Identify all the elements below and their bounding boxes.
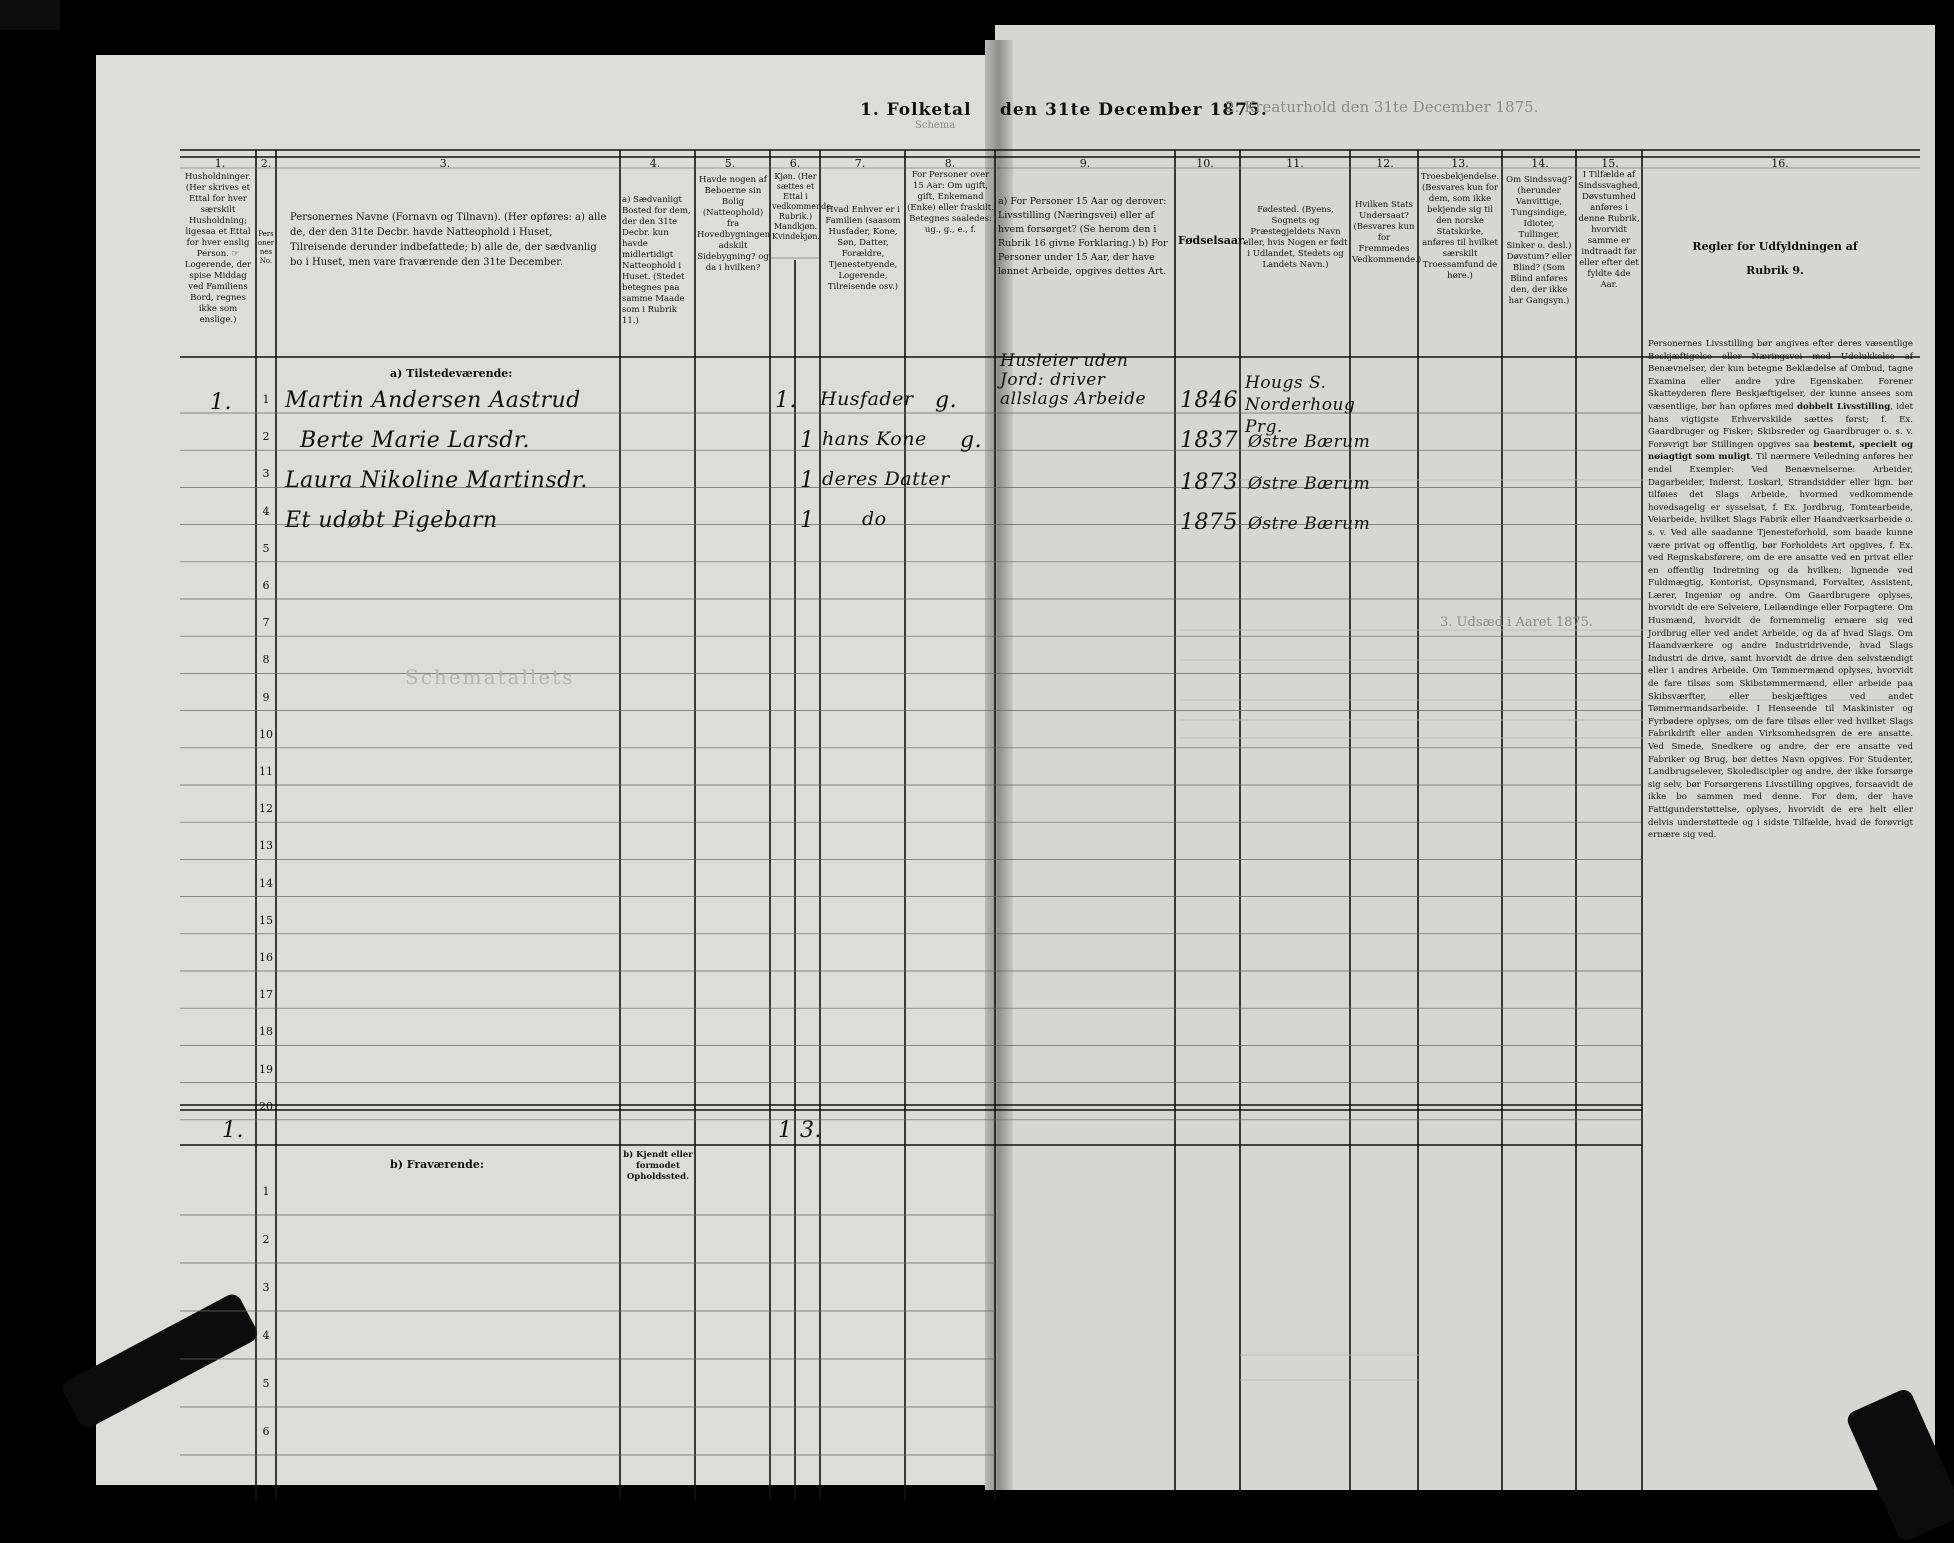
col-header-8: For Personer over 15 Aar: Om ugift, gift, Enkemand (Enke) eller fraskilt. Betegnes saaledes: ug., g., e., f. xyxy=(907,170,994,235)
col-num-2: 2. xyxy=(260,157,272,170)
section-b-label: b) Fraværende: xyxy=(390,1158,484,1171)
row-number-a: 16 xyxy=(259,951,273,964)
col-num-7: 7. xyxy=(854,157,866,170)
row-number-b: 4 xyxy=(262,1329,270,1342)
col4b-label: b) Kjendt eller formodet Opholdssted. xyxy=(623,1150,693,1182)
col-num-10: 10. xyxy=(1196,157,1214,170)
rules-intro: Personernes Livsstilling bør angives efter deres væsentlige Beskjæftigelse eller Næringsvei med Udelukkelse af Benævnelser, der kun betegne Beklædelse af Ombud, tagne Examina eller andre ydre Egenskaber. Forener Skatteyderen flere Beskjæftigelser, der kunne ansees som væsentlige, bør han opføres med xyxy=(1648,339,1913,412)
col-header-6: Kjøn. (Her sættes et Ettal i vedkommende Rubrik.) Mandkjøn. Kvindekjøn. xyxy=(772,172,831,241)
entry-4-relation: do xyxy=(862,508,887,530)
row-number-a: 8 xyxy=(262,653,270,667)
entry-1-marital: g. xyxy=(935,388,958,413)
row-number-b: 6 xyxy=(262,1425,270,1438)
row-number-a: 1 xyxy=(262,393,270,406)
col-header-4: a) Sædvanligt Bosted for dem, der den 31te Decbr. kun havde midlertidigt Natteophold i Huset. (Stedet betegnes paa samme Maade som i Rubrik 11.) xyxy=(622,195,691,326)
row-number-a: 9 xyxy=(262,690,270,704)
row-number-a: 4 xyxy=(262,504,270,518)
row-number-a: 19 xyxy=(259,1062,273,1076)
col-num-14: 14. xyxy=(1531,157,1549,170)
col-num-4: 4. xyxy=(649,157,661,170)
entry-1-born: 1846 xyxy=(1180,388,1238,413)
row-number-b: 2 xyxy=(262,1233,270,1246)
col-header-2: Personernes No. xyxy=(257,230,275,265)
entry-3-sex-f: 1 xyxy=(800,468,815,493)
col-header-9: a) For Personer 15 Aar og derover: Livsstilling (Næringsvei) eller af hvem forsørget? (Se herom den i Rubrik 16 givne Forklaring.) b) For Personer under 15 Aar, der have lønnet Arbeide, opgives dettes Art. xyxy=(998,196,1168,277)
entry-1-relation: Husfader xyxy=(820,388,914,410)
entry-4-sex-f: 1 xyxy=(800,508,815,533)
col-header-15: I Tilfælde af Sindssvaghed, Døvstumhed anføres i denne Rubrik, hvorvidt samme er indtraadt før eller efter det fyldte 4de Aar. xyxy=(1578,170,1641,290)
col-num-1: 1. xyxy=(214,157,226,170)
rules-bold-1: dobbelt Livsstilling xyxy=(1796,401,1891,412)
col-num-6: 6. xyxy=(789,157,801,170)
section-a-label: a) Tilstedeværende: xyxy=(390,367,513,380)
col-header-10: Fødselsaar. xyxy=(1178,234,1247,247)
row-number-a: 12 xyxy=(259,802,273,816)
household-mark-1: 1. xyxy=(210,390,232,415)
col-num-12: 12. xyxy=(1376,157,1394,170)
entry-2-sex-f: 1 xyxy=(800,428,815,453)
entry-1-sex-m: 1. xyxy=(775,388,797,413)
right-faint-heading: 2. Kreaturhold den 31te December 1875. xyxy=(1225,98,1539,116)
col-num-11: 11. xyxy=(1286,157,1304,170)
row-number-a: 6 xyxy=(262,579,270,592)
page-title-part1: 1. Folketal xyxy=(860,100,972,120)
entry-1-occupation: Husleier uden Jord: driver allslags Arbeide xyxy=(1000,351,1147,409)
col-header-16: Regler for Udfyldningen af Rubrik 9. xyxy=(1692,240,1858,277)
entry-3-relation: deres Datter xyxy=(822,468,950,490)
row-number-a: 11 xyxy=(259,765,273,778)
col-header-7: Hvad Enhver er i Familien (saasom Husfader, Kone, Søn, Datter, Forældre, Tjenestetyende, Logerende, Tilreisende osv.) xyxy=(825,205,901,292)
col-num-5: 5. xyxy=(724,157,736,170)
row-number-a: 15 xyxy=(259,913,273,927)
rules-part-2: , idet hans vigtigste Erhvervskilde sættes først; f. Ex. Gaardbruger og Fisker; Skibsreder og Gaardbruger o. s. v. Forøvrigt bør Stillingen opgives saa xyxy=(1648,401,1914,450)
entry-4-name: Et udøbt Pigebarn xyxy=(285,508,498,533)
entry-3-name: Laura Nikoline Martinsdr. xyxy=(285,468,588,493)
faint-bleed-text: Schematallets xyxy=(405,665,575,689)
row-number-b: 3 xyxy=(262,1281,270,1294)
row-number-a: 2 xyxy=(262,430,270,444)
rules-bold-2: bestemt, specielt og nøiagtigt som muligt xyxy=(1648,439,1913,463)
row-number-a: 20 xyxy=(259,1099,273,1113)
rules-column-16 xyxy=(1648,338,1913,842)
entry-2-born: 1837 xyxy=(1180,428,1238,453)
row-number-b: 5 xyxy=(262,1377,270,1390)
col-num-3: 3. xyxy=(439,157,451,170)
col-num-13: 13. xyxy=(1451,157,1469,170)
row-number-a: 10 xyxy=(259,727,273,741)
entry-1-name: Martin Andersen Aastrud xyxy=(285,388,581,413)
entry-2-relation: hans Kone xyxy=(822,428,927,450)
row-number-a: 18 xyxy=(259,1025,273,1039)
col-header-12: Hvilken Stats Undersaat? (Besvares kun for Fremmedes Vedkommende.) xyxy=(1352,200,1422,265)
entry-3-born: 1873 xyxy=(1180,470,1238,495)
entry-4-born: 1875 xyxy=(1180,510,1238,535)
schema-label: Schema xyxy=(915,120,956,131)
col-num-8: 8. xyxy=(944,157,956,170)
col-num-16: 16. xyxy=(1771,157,1789,170)
row-number-a: 14 xyxy=(259,876,273,890)
col-header-3: Personernes Navne (Fornavn og Tilnavn). (Her opføres: a) alle de, der den 31te Decbr. havde Natteophold i Huset, Tilreisende derunder indbefattede; b) alle de, der sædvanlig bo i Huset, men vare fraværende den 31te December. xyxy=(290,212,607,268)
row-number-a: 5 xyxy=(262,541,270,555)
entry-1-birthplace: Hougs S. Norderhoug Prg. xyxy=(1245,373,1356,437)
entry-2-birthplace: Østre Bærum xyxy=(1248,432,1371,452)
col-header-5: Havde nogen af Beboerne sin Bolig (Natteophold) fra Hovedbygningen adskilt Sidebygning? og da i hvilken? xyxy=(697,175,771,273)
row-number-b: 1 xyxy=(262,1185,270,1198)
col-header-11: Fødested. (Byens, Sognets og Præstegjeldets Navn eller, hvis Nogen er født i Udlandet, Stedets og Landets Navn.) xyxy=(1243,205,1348,270)
row-number-a: 17 xyxy=(259,988,273,1002)
col-header-14: Om Sindssvag? (herunder Vanvittige, Tungsindige, Idioter, Tullinger, Sinker o. desl.) Døvstum? eller Blind? (Som Blind anføres den, der ikke har Gangsyn.) xyxy=(1506,175,1572,306)
col-header-13: Troesbekjendelse. (Besvares kun for dem, som ikke bekjende sig til den norske Statskirke, anføres til hvilket særskilt Troessamfund de høre.) xyxy=(1420,172,1500,281)
entry-3-birthplace: Østre Bærum xyxy=(1248,474,1371,494)
col-num-15: 15. xyxy=(1601,157,1619,170)
page-title-part2: den 31te December 1875. xyxy=(1000,100,1268,120)
row-number-a: 13 xyxy=(259,839,273,853)
col-header-1: Husholdninger. (Her skrives et Ettal for hver særskilt Husholdning; ligesaa et Ettal for hver enslig Person. ☞ Logerende, der spise Middag ved Familiens Bord, regnes ikke som enslige.) xyxy=(184,172,252,325)
row-number-a: 3 xyxy=(262,467,270,481)
entry-4-birthplace: Østre Bærum xyxy=(1248,514,1371,534)
total-households: 1. xyxy=(222,1118,244,1143)
total-females: 3. xyxy=(800,1118,822,1143)
col-num-9: 9. xyxy=(1079,157,1091,170)
entry-2-marital: g. xyxy=(960,428,983,453)
total-males: 1 xyxy=(778,1118,793,1143)
entry-2-name: Berte Marie Larsdr. xyxy=(300,428,530,453)
row-number-a: 7 xyxy=(262,616,270,630)
faint-heading-3: 3. Udsæd i Aaret 1875. xyxy=(1440,615,1594,630)
rules-part-3: . Til nærmere Veiledning anføres her endel Exempler: Ved Benævnelserne: Arbeider, Dagarbeider, Inderst, Loskarl, Strandsidder eller lign. bør tilføies det Slags Arbeide, hvormed vedkommende hovedsagelig er sysselsat, f. Ex. Jordbrug, Tomtearbeide, Veiarbeide, hvilket Slags Fabrik eller Haandværksarbeide o. s. v. Ved alle saadanne Tjenesteforhold, som baade kunne være privat og offentlig, bør Forholdets Art opgives, f. Ex. ved Regnskabsførere, om de ere ansatte ved en privat eller en offentlig Indretning og da hvilken; lignende ved Fuldmægtig, Kontorist, Opsynsmand, Forvalter, Assistent, Lærer, Ingeniør og andre. Om Gaardbrugere oplyses, hvorvidt de ere Selveiere, Leilændinge eller Forpagtere. Om Husmænd, hvorvidt de fornemmelig ernære sig ved Jordbrug eller ved andet Arbeide, og da af hvad Slags. Om Haandværkere og andre Industridrivende, hvad Slags Industri de drive, samt hvorvidt de drive den selvstændigt eller i andres Arbeide. Om Tømmermænd oplyses, hvorvidt de fare tilsøs som Skibstømmermænd, eller arbeide paa Skibsværfter, eller beskjæftiges ved andet Tømmermandsarbeide. I Henseende til Maskinister og Fyrbødere oplyses, om de fare tilsøs eller ved hvilket Slags Fabrikdrift eller anden Virksomhedsgren de ere ansatte. Ved Smede, Snedkere og andre, der ere ansatte ved Fabriker og Brug, bør dettes Navn opgives. For Studenter, Landbrugselever, Skolediscipler og andre, der ikke forsørge sig selv, bør Forsørgerens Livsstilling opgives, forsaavidt de ikke bo sammen med denne. For dem, der have Fattigunderstøttelse, oplyses, hvorvidt de ere helt eller delvis understøttede og i sidste Tilfælde, hvad de forøvrigt ernære sig ved. xyxy=(1648,452,1913,841)
